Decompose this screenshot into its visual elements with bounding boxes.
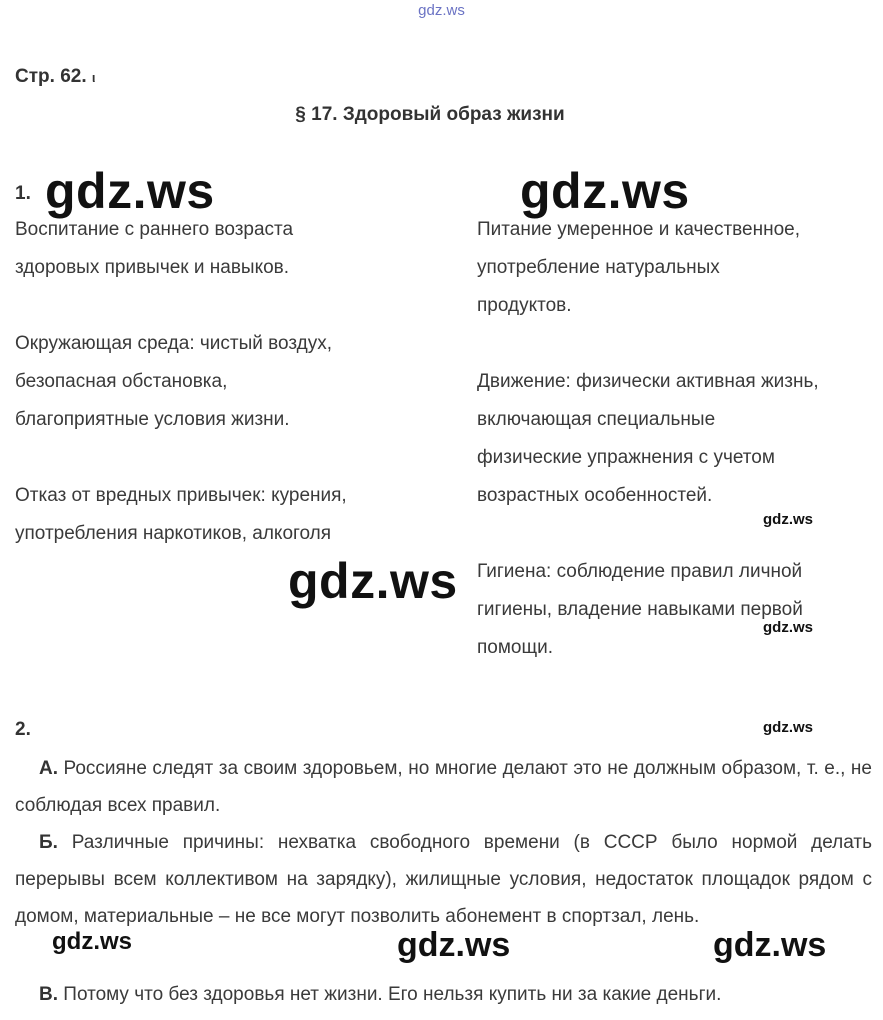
- task-2-number: 2.: [15, 719, 31, 740]
- page-number: Стр. 62.: [15, 66, 87, 87]
- watermark-medium-3: gdz.ws: [713, 926, 827, 964]
- left-block-bad-habits: [15, 477, 465, 553]
- answer-a-letter: А.: [39, 758, 58, 779]
- text-line: возрастных особенностей.: [477, 485, 713, 506]
- text-line: Окружающая среда: чистый воздух,: [15, 333, 333, 354]
- page-label-mark: ι: [91, 70, 96, 85]
- text-line: гигиены, владение навыками первой: [477, 599, 803, 620]
- answer-b: [15, 824, 872, 935]
- text-line: Гигиена: соблюдение правил личной: [477, 561, 803, 582]
- answer-a: [15, 750, 872, 824]
- text-line: Воспитание с раннего возраста: [15, 219, 294, 240]
- answer-c-letter: В.: [39, 984, 58, 1005]
- watermark-medium-2: gdz.ws: [397, 926, 511, 964]
- answer-c-text: Потому что без здоровья нет жизни. Его нельзя купить ни за какие деньги.: [63, 984, 722, 1005]
- watermark-large-3: gdz.ws: [288, 553, 458, 609]
- text-line: благоприятные условия жизни.: [15, 409, 290, 430]
- watermark-large-2: gdz.ws: [520, 163, 690, 219]
- answer-b-text: Различные причины: нехватка свободного времени (в СССР было нормой делать перерывы всем коллективом на зарядку), жилищные условия, недостаток площадок рядом с домом, материальные – не все могут позволить абонемент в спортзал, лень.: [15, 832, 873, 927]
- task-1-number: 1.: [15, 183, 31, 204]
- watermark-large-1: gdz.ws: [45, 163, 215, 219]
- watermark-small-3: gdz.ws: [763, 719, 814, 736]
- text-line: продуктов.: [477, 295, 572, 316]
- watermark-small-2: gdz.ws: [763, 619, 814, 636]
- right-block-movement: [477, 363, 877, 515]
- text-line: употребления наркотиков, алкоголя: [15, 523, 332, 544]
- left-block-upbringing: [15, 211, 465, 287]
- answer-a-text: Россияне следят за своим здоровьем, но многие делают это не должным образом, т. е., не соблюдая всех правил.: [15, 758, 872, 816]
- text-line: Питание умеренное и качественное,: [477, 219, 801, 240]
- task-1-left-column: [15, 211, 465, 553]
- text-line: Отказ от вредных привычек: курения,: [15, 485, 347, 506]
- answer-b-letter: Б.: [39, 832, 58, 853]
- task-1-right-column: [477, 211, 877, 667]
- watermark-medium-1: gdz.ws: [52, 928, 133, 955]
- watermark-small-1: gdz.ws: [763, 511, 814, 528]
- text-line: употребление натуральных: [477, 257, 720, 278]
- text-line: Движение: физически активная жизнь,: [477, 371, 819, 392]
- right-block-hygiene: [477, 553, 877, 667]
- text-line: здоровых привычек и навыков.: [15, 257, 290, 278]
- text-line: безопасная обстановка,: [15, 371, 228, 392]
- answer-c: [15, 976, 872, 1013]
- text-line: помощи.: [477, 637, 554, 658]
- right-block-nutrition: [477, 211, 877, 325]
- section-title: § 17. Здоровый образ жизни: [295, 104, 565, 125]
- left-block-environment: [15, 325, 465, 439]
- text-line: включающая специальные: [477, 409, 716, 430]
- text-line: физические упражнения с учетом: [477, 447, 775, 468]
- top-watermark: gdz.ws: [418, 2, 465, 19]
- page-label: [15, 66, 96, 88]
